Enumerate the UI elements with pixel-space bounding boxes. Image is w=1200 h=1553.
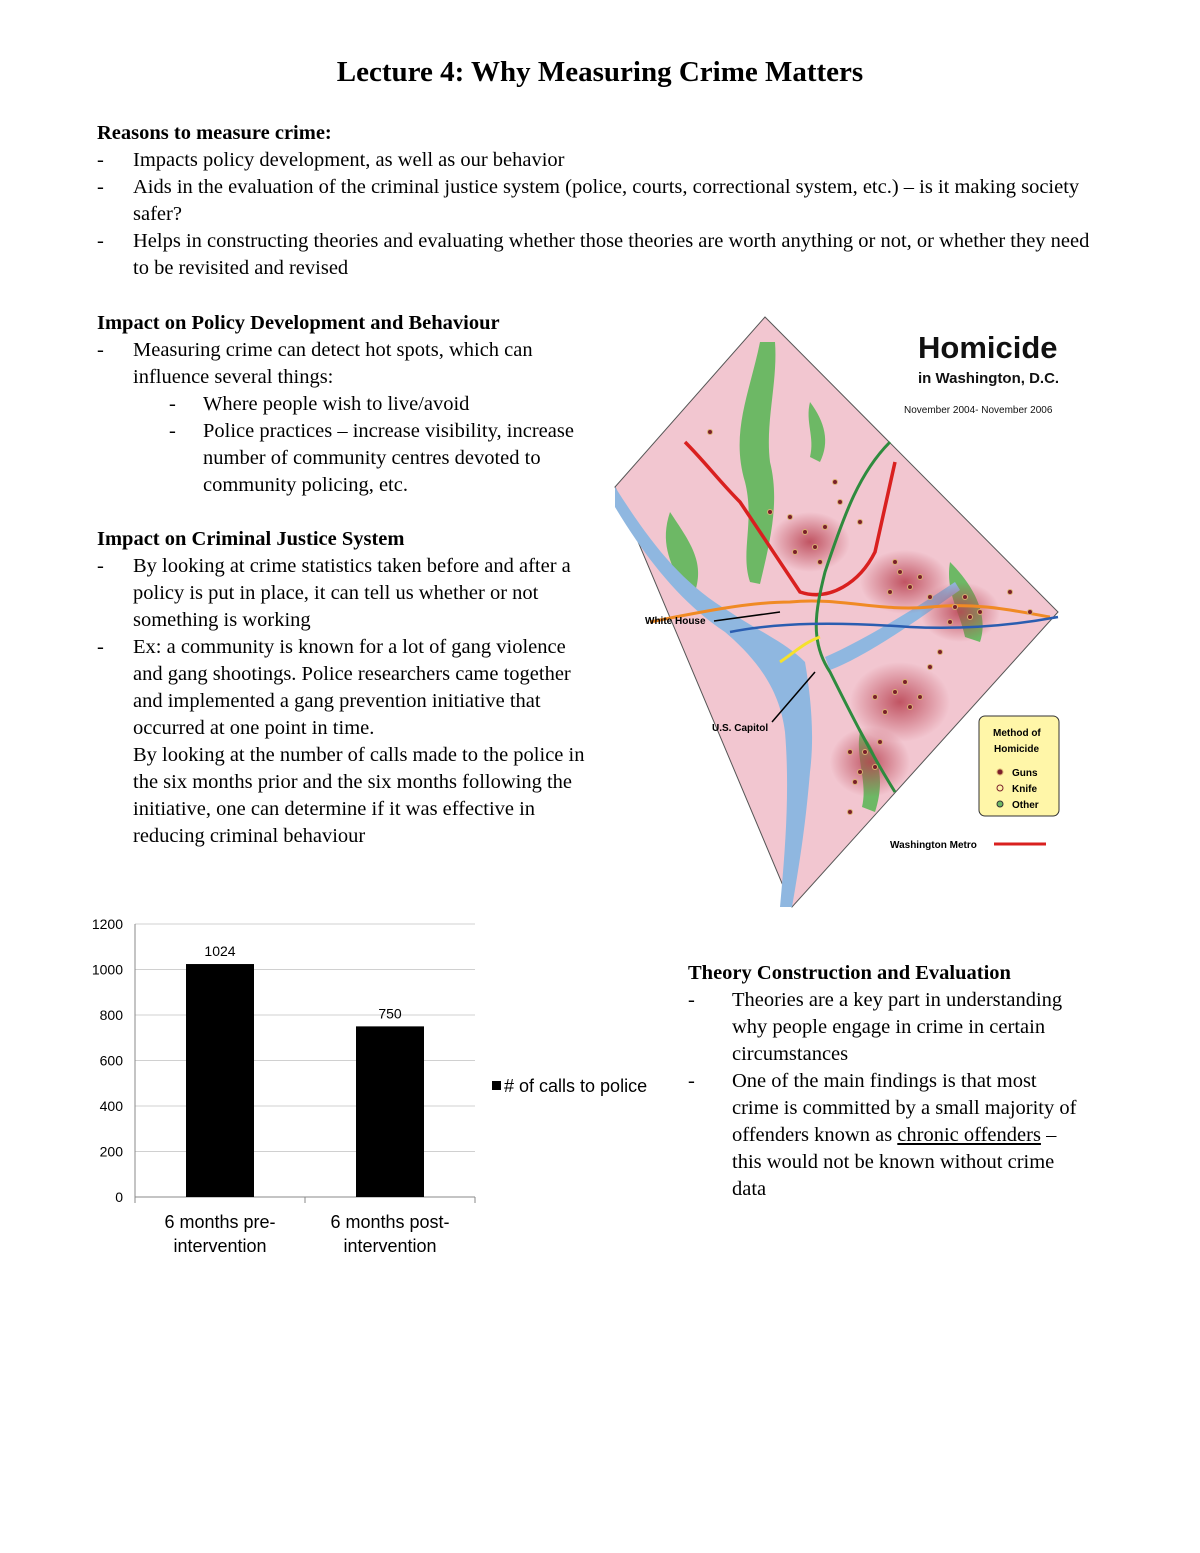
cjs-section [97,526,587,850]
cjs-continuation: By looking at the number of calls made to the police in the six months prior and the six months following the initiative, one can determine if it was effective in reducing criminal behaviour [133,744,585,847]
policy-subitem: - Police practices – increase visibility, increase number of community centres devoted to community policing, etc. [169,420,574,496]
reason-item: - Impacts policy development, as well as our behavior [97,149,565,171]
bar [186,964,254,1197]
metro-legend-label: Washington Metro [890,840,977,851]
theory-item: - One of the main findings is that most crime is committed by a small majority of offenders known as chronic offenders – this would not be known without crime data [688,1070,1077,1200]
policy-heading: Impact on Policy Development and Behaviour [97,312,500,334]
y-tick-label: 0 [115,1189,123,1205]
page-title: Lecture 4: Why Measuring Crime Matters [336,56,864,88]
bar [356,1026,424,1197]
reasons-heading: Reasons to measure crime: [97,122,332,144]
svg-text:Knife: Knife [1012,784,1037,795]
reasons-section [97,120,1097,282]
map-legend [979,716,1059,816]
policy-subitem: - Where people wish to live/avoid [169,393,470,415]
y-tick-label: 600 [99,1052,123,1069]
cjs-item: - By looking at crime statistics taken before and after a policy is put in place, it can tell us whether or not something is working [97,555,571,631]
chart-y-ticks [92,916,123,1205]
data-label: 750 [378,1005,402,1022]
svg-text:Method of: Method of [993,728,1041,739]
y-tick-label: 400 [99,1098,123,1114]
policy-section [97,310,587,499]
theory-heading: Theory Construction and Evaluation [688,962,1011,984]
svg-text:Other: Other [1012,800,1039,811]
x-tick-label: 6 months post- [330,1212,450,1232]
x-tick-label: 6 months pre- [164,1212,276,1232]
data-label: 1024 [204,943,236,960]
cjs-item: - Ex: a community is known for a lot of gang violence and gang shootings. Police researchers came together and implemented a gang prevention initiative that occurred at one point in time. [97,636,571,739]
svg-text:Guns: Guns [1012,768,1038,779]
y-tick-label: 200 [99,1143,123,1160]
homicide-map [610,312,1080,912]
chart-bars [186,964,424,1197]
map-title: Homicide [918,330,1058,365]
x-tick-label: intervention [343,1236,437,1256]
map-subtitle: in Washington, D.C. [918,370,1060,387]
chart-legend [492,1076,647,1096]
policy-item: - Measuring crime can detect hot spots, which can influence several things: [97,339,533,388]
calls-bar-chart [75,912,675,1267]
y-tick-label: 1200 [91,916,123,932]
map-label-capitol: U.S. Capitol [712,723,769,734]
x-tick-label: intervention [173,1236,267,1256]
map-date-range: November 2004- November 2006 [904,405,1053,416]
chart-x-ticks [164,1212,449,1256]
cjs-heading: Impact on Criminal Justice System [97,528,405,550]
svg-text:Homicide: Homicide [994,744,1040,755]
legend-label: # of calls to police [504,1076,648,1096]
theory-section [688,960,1088,1203]
y-tick-label: 1000 [91,961,123,978]
reason-item: - Aids in the evaluation of the criminal justice system (police, courts, correctional system, etc.) – is it making society safer? [97,176,1080,225]
reason-item: - Helps in constructing theories and evaluating whether those theories are worth anything or not, or whether they need to be revisited and revised [97,230,1090,279]
legend-swatch [492,1081,501,1090]
theory-item: - Theories are a key part in understanding why people engage in crime in certain circumstances [688,989,1063,1065]
chronic-offenders-term: chronic offenders [897,1124,1041,1146]
y-tick-label: 800 [99,1007,123,1023]
map-label-white-house: White House [645,616,706,627]
